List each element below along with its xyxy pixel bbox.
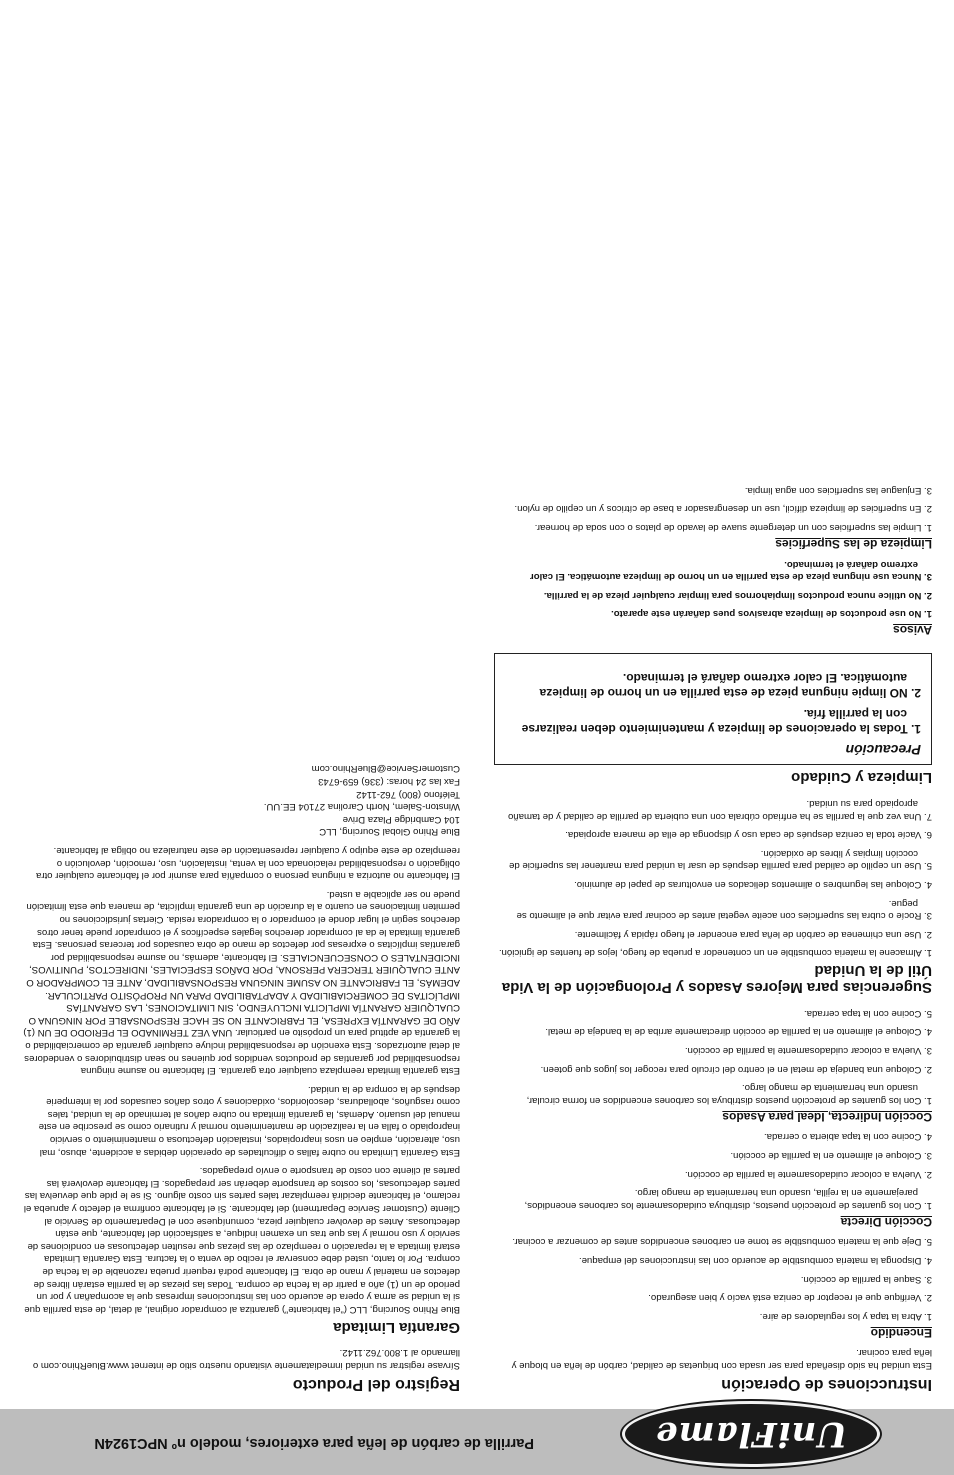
- contact-line: 104 Cambridge Plaza Drive: [342, 813, 460, 825]
- list-item: 2. Vuelva a colocar cuidadosamente la parrilla de cocción.: [684, 1168, 932, 1180]
- header-bar: [0, 1409, 954, 1475]
- caution-box: [494, 653, 932, 765]
- contact-block: [22, 762, 460, 838]
- list-item: 3. Enjuague las superficies con agua limpia.: [744, 484, 932, 496]
- list-item: 2. Coloque una bandeja de metal en el centro del círculo para recoger los jugos que goteen.: [540, 1063, 932, 1075]
- contact-line: Fax las 24 horas: (336) 659-6743: [318, 776, 460, 788]
- list-item: 4. Disponga la materia combustible de acuerdo con las instrucciones del empaque.: [578, 1255, 932, 1267]
- list-item: 3. Vuelva a colocar cuidadosamente la parrilla de cocción.: [684, 1045, 932, 1057]
- list-item: 4. Coloque el alimento en la parrilla de cocción directamente arriba de la bandeja de metal.: [545, 1026, 932, 1038]
- list-item: 1. Abra la tapa y los reguladores de aire.: [759, 1310, 932, 1322]
- list-item: 1. Limpie las superficies con un detergente suave de lavado de platos o con soda de hornear.: [534, 522, 932, 533]
- brand-logo-text: UniFlame: [655, 1414, 847, 1454]
- warnings-title: Avisos: [893, 623, 932, 638]
- surfaces-list: [494, 483, 932, 533]
- list-item: 5. Deje que la materia combustible se tome en carbones encendidos antes de comenzar a cocinar.: [512, 1236, 932, 1248]
- operation-intro: Esta unidad ha sido diseñada para ser usada con briquetas de calidad, carbón de leña en bloque y leña para cocinar.: [511, 1347, 932, 1371]
- suggestions-title: Sugerencias para Mejores Asados y Prolongación de la Vida Útil de la Unidad: [501, 962, 932, 997]
- list-item: 1. Todas la operaciones de limpieza y mantenimiento deben realizarse con la parrilla fría.: [521, 707, 921, 737]
- warranty-title: Garantía Limitada: [333, 1318, 460, 1336]
- list-item: 5. Use un cepillo de calidad para parrilla después de usar la unidad para mantener las superficie de cocción limpias y libres de oxidación.: [509, 847, 932, 872]
- list-item: 1. Con los guantes de protección puestos distribuya los carbones encendidos en forma circular, usando una herramienta de mango largo.: [526, 1082, 932, 1106]
- brand-logo: [622, 1401, 880, 1467]
- list-item: 2. Use una chimenea de carbón de leña para encender el fuego rápida y fácilmente.: [574, 928, 932, 940]
- ignition-list: [494, 1235, 932, 1322]
- warranty-paragraph: Esta garantía limitada reemplaza cualquier otra garantía. El fabricante no asume ninguna responsabilidad por garantías de productos vendidos por quienes no sean distribuidores o vendedores al detal autorizados. Esta exención de responsabilidad incluye cualquier garantía de comerciabilidad o la garantía de aptitud para un propósito en particular. UNA VEZ TERMINADO EL PERIODO DE UN (1) AÑO DE GARANTÍA EXPRESA, EL FABRICANTE NO SE HACE RESPONSABLE POR NINGUNA O CUALQUIER GARANTÍA IMPLÍCITA INCLUYENDO, SIN LIMITACIONES, LAS GARANTÍAS IMPLÍCITAS DE COMERCIABILIDAD Y ADAPTABILIDAD PARA UN PROPÓSITO PARTICULAR. ADEMÁS, EL FABRICANTE NO ASUME NINGUNA RESPONSABILIDAD, ANTE EL COMPRADOR O ANTE CUALQUIER TERCERA PERSONA, POR DAÑOS ESPECIALES, INDIRECTOS, PUNITIVOS, INCIDENTALES O CONSECUENCIALES. El fabricante, además, no asume responsabilidad por garantías implícitas o expresas por defectos de mano de obra causados por terceras personas. Esta garantía limitada le da al comprador derechos legales específicos y el comprador puede tener otros derechos según el lugar donde el comprador o la compradora resida. Ciertas jurisdicciones no permiten limitaciones en cuanto a la duración de una garantía implícita, de manera que esta limitación puede no ser aplicable a usted.: [23, 888, 460, 1077]
- list-item: 2. No utilice nunca productos limpiahornos para limpiar cualquier pieza de la parrilla.: [543, 589, 932, 601]
- warranty-paragraph: Blue Rhino Sourcing, LLC (“el fabricante”) garantiza al comprador original, al detal, de esta parrilla que si la unidad se arma y opera de acuerdo con las instrucciones impresas que la acompañan y por un periodo de un (1) año a partir de la fecha de compra. Todas las piezas de la parrilla estarán libres de defectos en material y mano de obra. El fabricante podrá requerir prueba razonable de la fecha de compra. Por lo tanto, usted debe conservar el recibo de venta o la factura. Esta Garantía Limitada estará limitada a la reparación o reemplazo de las piezas que resulten defectuosas en condiciones de servicio y uso normal y las que tras un examen indique, a satisfacción del fabricante, que están defectuosas. Antes de devolver cualquier pieza, comuníquese con el Departamento de Servicio al Cliente (Customer Service Department) del fabricante. Si el fabricante confirma el defecto y aprueba el reclamo, el fabricante decidirá reemplazar tales partes sin costo alguno. Si se le pide que devuelva las partes defectuosas, los costos de transporte deberán ser prepagados. El fabricante devolverá las partes al cliente con costo de transporte o envío prepagados.: [23, 1165, 460, 1315]
- warranty-paragraph: Esta Garantía Limitada no cubre fallas o dificultades de operación debidas a accidente, abuso, mal uso, alteración, empleo en usos inapropiados, instalación defectuosa o mantenimiento o servicio inapropiado o falla en la realización de mantenimiento normal y rutinario como se prescribe en este manual del usuario. Además, la garantía limitada no cubre daños al terminado de la unidad, tales como rasguños, abolladuras, descoloridos, oxidaciones y otros daños causados por la intemperie después de la compra de la unidad.: [38, 1083, 460, 1158]
- list-item: 2. NO limpie ninguna pieza de esta parrilla en un horno de limpieza automática. El calor extremo dañará el terminado.: [539, 671, 921, 701]
- direct-cooking-list: [494, 1130, 932, 1211]
- list-item: 1. Con los guantes de protección puestos, distribuya cuidadosamente los carbones encendidos, parejamente en la rejilla, usando una herramienta de mango largo.: [524, 1187, 932, 1211]
- list-item: 6. Vacíe toda la ceniza después de cada uso y disponga de ella de manera apropiada.: [565, 829, 932, 841]
- list-item: 7. Una vez que la parrilla se ha enfriado cúbrala con una cubierta de parrilla de calidad y de tamaño apropiado para su unidad.: [508, 797, 932, 822]
- left-column: [494, 477, 932, 1393]
- ignition-title: Encendido: [870, 1325, 932, 1340]
- contact-line: Teléfono (800) 762-1142: [356, 788, 460, 800]
- operation-title: Instrucciones de Operación: [721, 1376, 932, 1393]
- list-item: 3. Saque la parrilla de cocción.: [800, 1273, 932, 1285]
- warranty-paragraph: El fabricante no autoriza a ninguna persona o compañía para asumir por el fabricante cualquier otra obligación o responsabilidad relacionada con la venta, instalación, uso, remoción, devolución o reemplazo de este equipo y cualquier representación de este naturaleza no obliga al fabricante.: [36, 845, 460, 882]
- list-item: 2. En superficies de limpieza difícil, use un desengrasador a base de cítricos y un cepillo de nylon.: [514, 503, 932, 515]
- suggestions-list: [494, 796, 932, 958]
- contact-line: Blue Rhino Global Sourcing, LLC: [319, 826, 460, 838]
- surfaces-title: Limpieza de las Superficies: [775, 537, 932, 551]
- list-item: 4. Cocine con la tapa abierta o cerrada.: [764, 1131, 932, 1143]
- list-item: 1. No use productos de limpieza abrasivos pues dañarán este aparato.: [611, 608, 932, 620]
- list-item: 3. Nunca use ninguna pieza de esta parrilla en un horno de limpieza automática. El calor extremo dañará el terminado.: [530, 558, 932, 583]
- warnings-list: [494, 557, 932, 619]
- caution-list: [505, 670, 921, 736]
- cleaning-title: Limpieza y Cuidado: [791, 769, 932, 787]
- caution-title: Precaución: [845, 742, 921, 759]
- contact-line: Winston-Salem, North Carolina 27104 EE.UU.: [263, 801, 460, 813]
- page-title: Parrilla de carbón de leña para exteriores, modelo nº NPC1924N: [94, 1435, 534, 1451]
- list-item: 3. Rocíe o cubra las superficies con aceite vegetal antes de cocinar para evitar que el alimento se pegue.: [516, 897, 932, 922]
- direct-cooking-title: Cocción Directa: [840, 1214, 932, 1229]
- list-item: 5. Cocine con la tapa cerrada.: [804, 1007, 932, 1019]
- contact-email: CustomerService@BlueRhino.com: [311, 763, 460, 775]
- list-item: 1. Almacene la materia combustible en un contenedor a prueba de fuego, lejos de fuentes de ignición.: [498, 947, 932, 959]
- right-column: [22, 762, 460, 1393]
- registration-text: Sírvase registrar su unidad inmediatamente visitando nuestro sitio de internet www.BlueRhino.com o llamando al 1.800.762.1142.: [32, 1347, 460, 1371]
- list-item: 3. Coloque el alimento en la parrilla de cocción.: [730, 1150, 932, 1162]
- registration-title: Registro del Producto: [292, 1376, 460, 1393]
- indirect-cooking-list: [494, 1006, 932, 1106]
- list-item: 2. Verifique que el receptor de ceniza está vacío y bien asegurado.: [648, 1292, 932, 1304]
- indirect-cooking-title: Cocción Indirecta, Ideal para Asados: [722, 1109, 932, 1124]
- list-item: 4. Coloque las legumbres o alimentos delicados en envolturas de papel de aluminio.: [574, 878, 932, 890]
